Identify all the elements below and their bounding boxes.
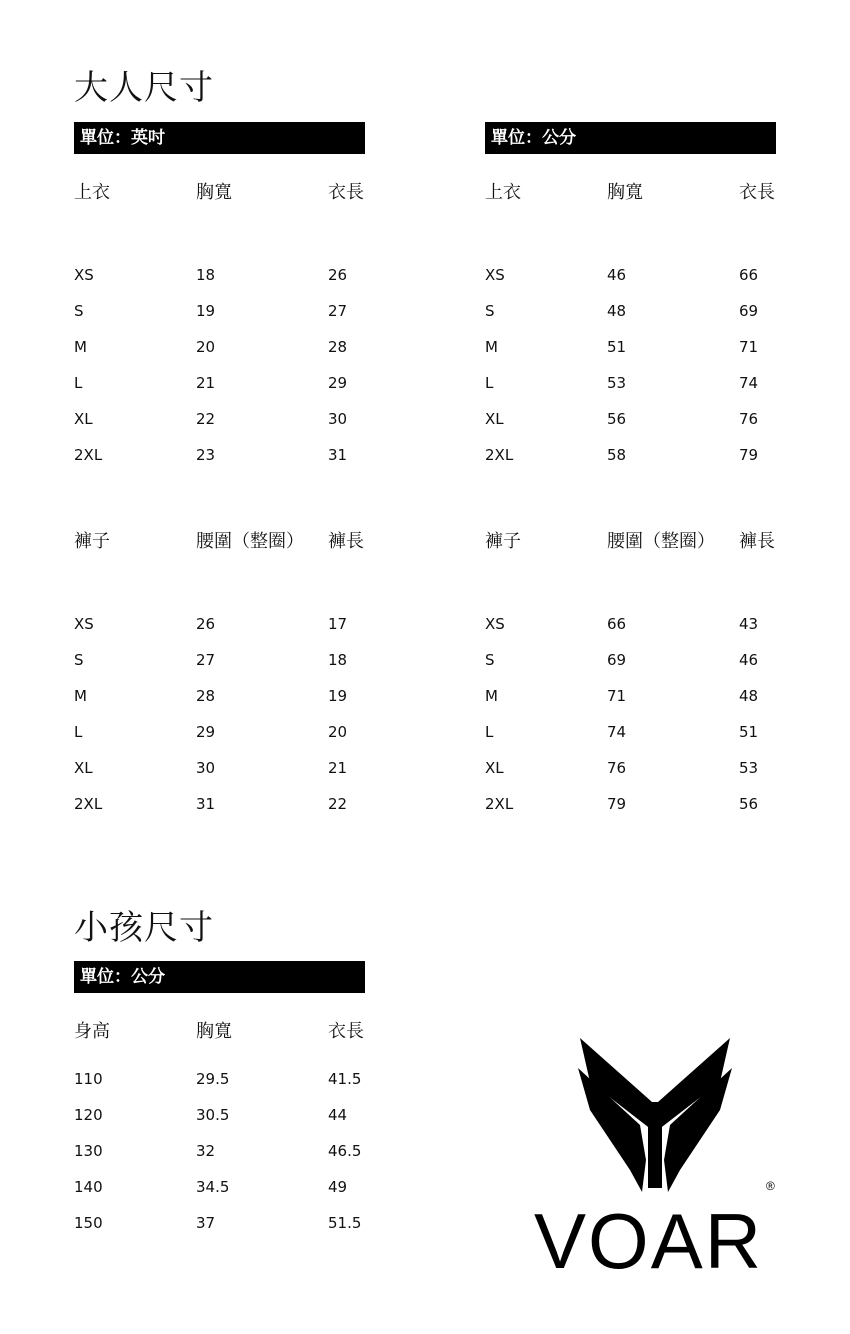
waist-cell: 26 (196, 615, 216, 633)
table-row (485, 266, 785, 292)
chest-cell: 23 (196, 446, 216, 464)
height-cell: 130 (74, 1142, 103, 1160)
kids-size-title: 小孩尺寸 (74, 908, 214, 948)
size-cell: M (485, 687, 498, 705)
length-cell: 71 (739, 338, 759, 356)
waist-cell: 29 (196, 723, 216, 741)
length-cell: 30 (328, 410, 348, 428)
chest-cell: 58 (607, 446, 627, 464)
size-cell: L (485, 723, 494, 741)
length-cell: 66 (739, 266, 759, 284)
size-cell: XS (74, 266, 94, 284)
table-row (74, 266, 374, 292)
waist-cell: 66 (607, 615, 627, 633)
chest-cell: 51 (607, 338, 627, 356)
length-cell: 79 (739, 446, 759, 464)
size-cell: S (74, 302, 84, 320)
length-cell: 46 (739, 651, 759, 669)
height-cell: 150 (74, 1214, 103, 1232)
size-cell: M (485, 338, 498, 356)
size-cell: S (485, 302, 495, 320)
chest-cell: 18 (196, 266, 216, 284)
waist-cell: 31 (196, 795, 216, 813)
length-cell: 53 (739, 759, 759, 777)
voar-logo (530, 1030, 780, 1280)
table-row (74, 795, 374, 821)
waist-cell: 27 (196, 651, 216, 669)
length-cell: 43 (739, 615, 759, 633)
length-cell: 56 (739, 795, 759, 813)
table-row (74, 446, 374, 472)
waist-cell: 69 (607, 651, 627, 669)
chest-cell: 19 (196, 302, 216, 320)
size-cell: L (485, 374, 494, 392)
size-cell: L (74, 723, 83, 741)
header-cell: 褲子 (74, 531, 110, 552)
table-row (74, 338, 374, 364)
chest-cell: 21 (196, 374, 216, 392)
size-cell: M (74, 338, 87, 356)
height-cell: 110 (74, 1070, 103, 1088)
table-row (485, 759, 785, 785)
table-row (485, 723, 785, 749)
header-cell: 褲長 (328, 531, 364, 552)
size-cell: XL (485, 759, 504, 777)
size-cell: XS (485, 615, 505, 633)
length-cell: 21 (328, 759, 348, 777)
table-row (485, 615, 785, 641)
size-cell: XL (74, 759, 93, 777)
table-row (74, 1214, 374, 1240)
table-row (485, 651, 785, 677)
table-header (74, 1017, 374, 1043)
header-cell: 身高 (74, 1021, 110, 1042)
voar-emblem-icon (578, 1038, 732, 1192)
chest-cell: 22 (196, 410, 216, 428)
chest-cell: 46 (607, 266, 627, 284)
height-cell: 120 (74, 1106, 103, 1124)
chest-cell: 29.5 (196, 1070, 230, 1088)
table-header (485, 527, 785, 553)
chest-cell: 30.5 (196, 1106, 230, 1124)
size-cell: M (74, 687, 87, 705)
header-cell: 胸寬 (607, 182, 643, 203)
chest-cell: 56 (607, 410, 627, 428)
size-cell: 2XL (74, 446, 103, 464)
header-cell: 衣長 (739, 182, 775, 203)
unit-bar-inch: 單位：英吋 (74, 122, 365, 154)
table-row (74, 687, 374, 713)
size-cell: 2XL (485, 795, 514, 813)
waist-cell: 71 (607, 687, 627, 705)
length-cell: 17 (328, 615, 348, 633)
chest-cell: 32 (196, 1142, 216, 1160)
waist-cell: 28 (196, 687, 216, 705)
length-cell: 31 (328, 446, 348, 464)
size-cell: S (74, 651, 84, 669)
length-cell: 44 (328, 1106, 348, 1124)
size-cell: XS (485, 266, 505, 284)
header-cell: 上衣 (74, 182, 110, 203)
length-cell: 20 (328, 723, 348, 741)
size-cell: XL (485, 410, 504, 428)
waist-cell: 76 (607, 759, 627, 777)
table-row (74, 651, 374, 677)
waist-cell: 74 (607, 723, 627, 741)
table-row (74, 759, 374, 785)
length-cell: 51.5 (328, 1214, 362, 1232)
table-row (74, 615, 374, 641)
size-cell: XS (74, 615, 94, 633)
header-cell: 褲長 (739, 531, 775, 552)
table-header (74, 527, 374, 553)
header-cell: 上衣 (485, 182, 521, 203)
height-cell: 140 (74, 1178, 103, 1196)
length-cell: 48 (739, 687, 759, 705)
table-row (485, 795, 785, 821)
length-cell: 46.5 (328, 1142, 362, 1160)
table-row (485, 374, 785, 400)
table-row (74, 1178, 374, 1204)
size-cell: L (74, 374, 83, 392)
size-cell: S (485, 651, 495, 669)
header-cell: 胸寬 (196, 1021, 232, 1042)
header-cell: 衣長 (328, 1021, 364, 1042)
table-row (74, 302, 374, 328)
length-cell: 74 (739, 374, 759, 392)
table-row (485, 338, 785, 364)
length-cell: 28 (328, 338, 348, 356)
adult-size-title: 大人尺寸 (74, 68, 214, 108)
chest-cell: 20 (196, 338, 216, 356)
chest-cell: 48 (607, 302, 627, 320)
size-cell: 2XL (74, 795, 103, 813)
table-header (74, 178, 374, 204)
length-cell: 76 (739, 410, 759, 428)
table-row (485, 410, 785, 436)
header-cell: 胸寬 (196, 182, 232, 203)
length-cell: 18 (328, 651, 348, 669)
waist-cell: 30 (196, 759, 216, 777)
size-cell: 2XL (485, 446, 514, 464)
length-cell: 49 (328, 1178, 348, 1196)
chest-cell: 53 (607, 374, 627, 392)
unit-bar-kids-cm: 單位：公分 (74, 961, 365, 993)
unit-bar-cm: 單位：公分 (485, 122, 776, 154)
chest-cell: 34.5 (196, 1178, 230, 1196)
table-row (485, 446, 785, 472)
registered-mark: ® (766, 1179, 775, 1193)
length-cell: 26 (328, 266, 348, 284)
table-row (74, 374, 374, 400)
length-cell: 51 (739, 723, 759, 741)
table-row (74, 410, 374, 436)
header-cell: 腰圍（整圈） (196, 531, 304, 552)
table-row (74, 723, 374, 749)
chest-cell: 37 (196, 1214, 216, 1232)
size-cell: XL (74, 410, 93, 428)
length-cell: 22 (328, 795, 348, 813)
table-row (485, 302, 785, 328)
length-cell: 27 (328, 302, 348, 320)
header-cell: 褲子 (485, 531, 521, 552)
waist-cell: 79 (607, 795, 627, 813)
length-cell: 29 (328, 374, 348, 392)
logo-wordmark: VOAR (534, 1197, 764, 1280)
table-row (485, 687, 785, 713)
length-cell: 69 (739, 302, 759, 320)
table-row (74, 1070, 374, 1096)
length-cell: 41.5 (328, 1070, 362, 1088)
table-row (74, 1142, 374, 1168)
table-row (74, 1106, 374, 1132)
table-header (485, 178, 785, 204)
header-cell: 腰圍（整圈） (607, 531, 715, 552)
length-cell: 19 (328, 687, 348, 705)
header-cell: 衣長 (328, 182, 364, 203)
